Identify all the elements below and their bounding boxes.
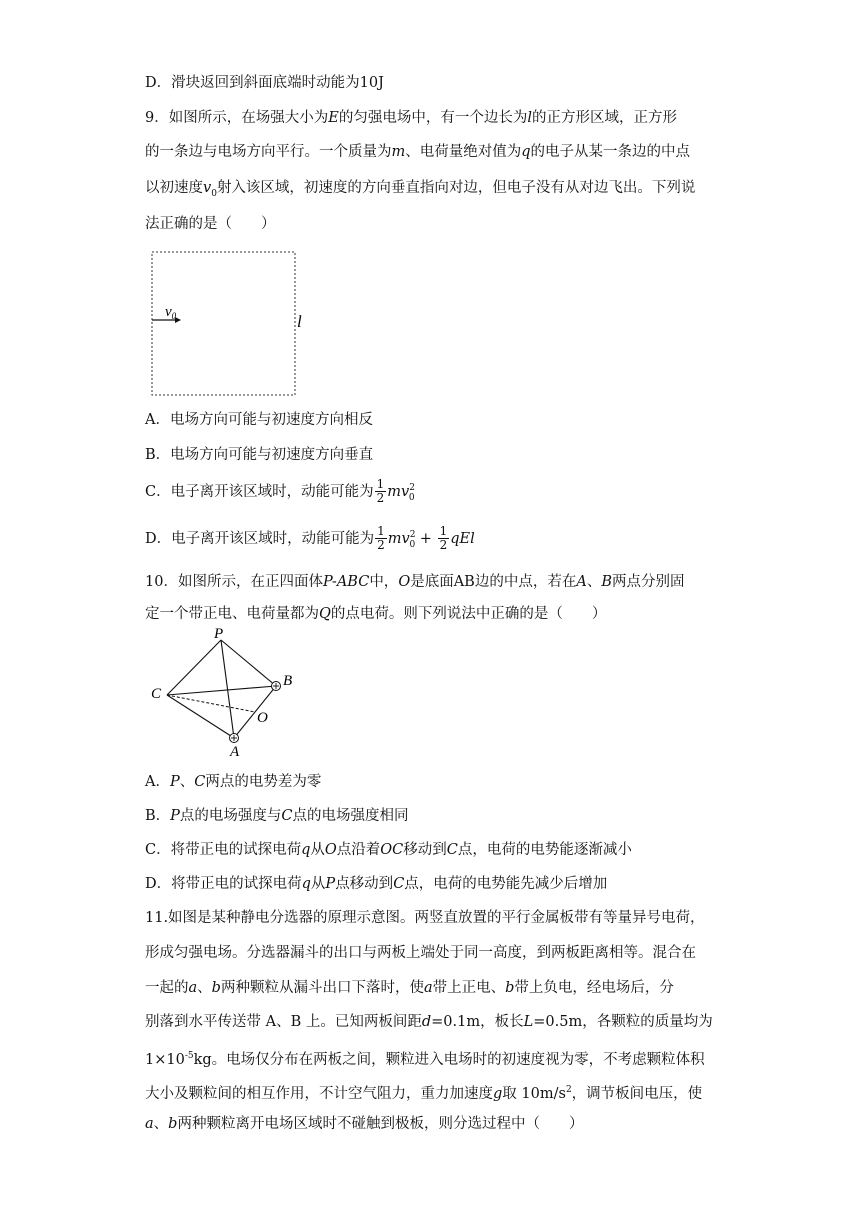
q11-stem-line-1: 11.如图是某种静电分选器的原理示意图。两竖直放置的平行金属板带有等量异号电荷，	[145, 910, 705, 926]
q10-option-a: A．P、C两点的电势差为零	[145, 774, 322, 790]
fraction-one-half: $\frac{1}{2}$	[376, 477, 385, 506]
q11-stem-line-4: 别落到水平传送带 A、B 上。已知两板间距d=0.1m，板长L=0.5m，各颗粒的质量均为	[145, 1014, 713, 1030]
label-A: A	[230, 744, 240, 760]
side-length-label: l	[297, 312, 302, 331]
q9-square-figure	[145, 245, 315, 400]
q9-stem-line-3: 以初速度$v_0$射入该区域，初速度的方向垂直指向对边，但电子没有从对边飞出。下列说	[145, 180, 696, 199]
q11-stem-line-6: 大小及颗粒间的相互作用，不计空气阻力，重力加速度g取 $10m/s^2$，调节板间电压，使	[145, 1085, 703, 1102]
label-P: P	[214, 626, 224, 642]
q10-stem-line-1: 10．如图所示，在正四面体P-ABC中，O是底面AB边的中点，若在A、B两点分别固	[145, 574, 685, 590]
q10-stem-line-2: 定一个带正电、电荷量都为Q的点电荷。则下列说法中正确的是（ ）	[145, 606, 607, 622]
q10-tetrahedron-figure	[145, 625, 305, 760]
q9-option-b: B．电场方向可能与初速度方向垂直	[145, 447, 374, 463]
q9-stem-line-2: 的一条边与电场方向平行。一个质量为m、电荷量绝对值为q的电子从某一条边的中点	[145, 144, 691, 160]
q9-stem-line-4: 法正确的是（ ）	[145, 216, 276, 232]
q9-option-a: A．电场方向可能与初速度方向相反	[145, 412, 373, 428]
fraction-one-half: $\frac{1}{2}$	[377, 524, 385, 553]
v0-label: $v_0$	[165, 304, 177, 321]
q11-stem-line-7: a、b两种颗粒离开电场区域时不碰触到极板，则分选过程中（ ）	[145, 1116, 584, 1132]
q11-stem-line-3: 一起的a、b两种颗粒从漏斗出口下落时，使a带上正电、b带上负电，经电场后，分	[145, 980, 674, 996]
q10-option-c: C．将带正电的试探电荷q从O点沿着OC移动到C点，电荷的电势能逐渐减小	[145, 842, 632, 858]
label-B: B	[283, 673, 293, 689]
q11-stem-line-2: 形成匀强电场。分选器漏斗的出口与两板上端处于同一高度，到两板距离相等。混合在	[145, 945, 696, 961]
edge-CB	[167, 686, 276, 695]
q9-option-c: C．电子离开该区域时，动能可能为 $\frac{1}{2}$ $mv^2_0$	[145, 477, 415, 506]
q8-option-d: D．滑块返回到斜面底端时动能为10J	[145, 75, 384, 91]
edge-PA	[221, 640, 234, 738]
q9-stem-line-1: 9．如图所示，在场强大小为E的匀强电场中，有一个边长为l的正方形区域，正方形	[145, 110, 677, 126]
edge-PC	[167, 640, 221, 695]
label-C: C	[151, 686, 162, 702]
square-region	[152, 252, 295, 395]
q9-option-d: D．电子离开该区域时，动能可能为 $\frac{1}{2}$ $mv^2_0$ + $\frac{1}{2}$ qEl	[145, 524, 475, 553]
label-O: O	[257, 710, 268, 726]
fraction-one-half: $\frac{1}{2}$	[439, 524, 448, 553]
edge-CA	[167, 695, 234, 738]
q11-stem-line-5: $1\times 10^{-5}kg$。电场仅分布在两板之间，颗粒进入电场时的初速度视为零，不考虑颗粒体积	[145, 1051, 705, 1068]
q10-option-b: B．P点的电场强度与C点的电场强度相同	[145, 808, 409, 824]
edge-PB	[221, 640, 276, 686]
q10-option-d: D．将带正电的试探电荷q从P点移动到C点，电荷的电势能先减少后增加	[145, 876, 608, 892]
